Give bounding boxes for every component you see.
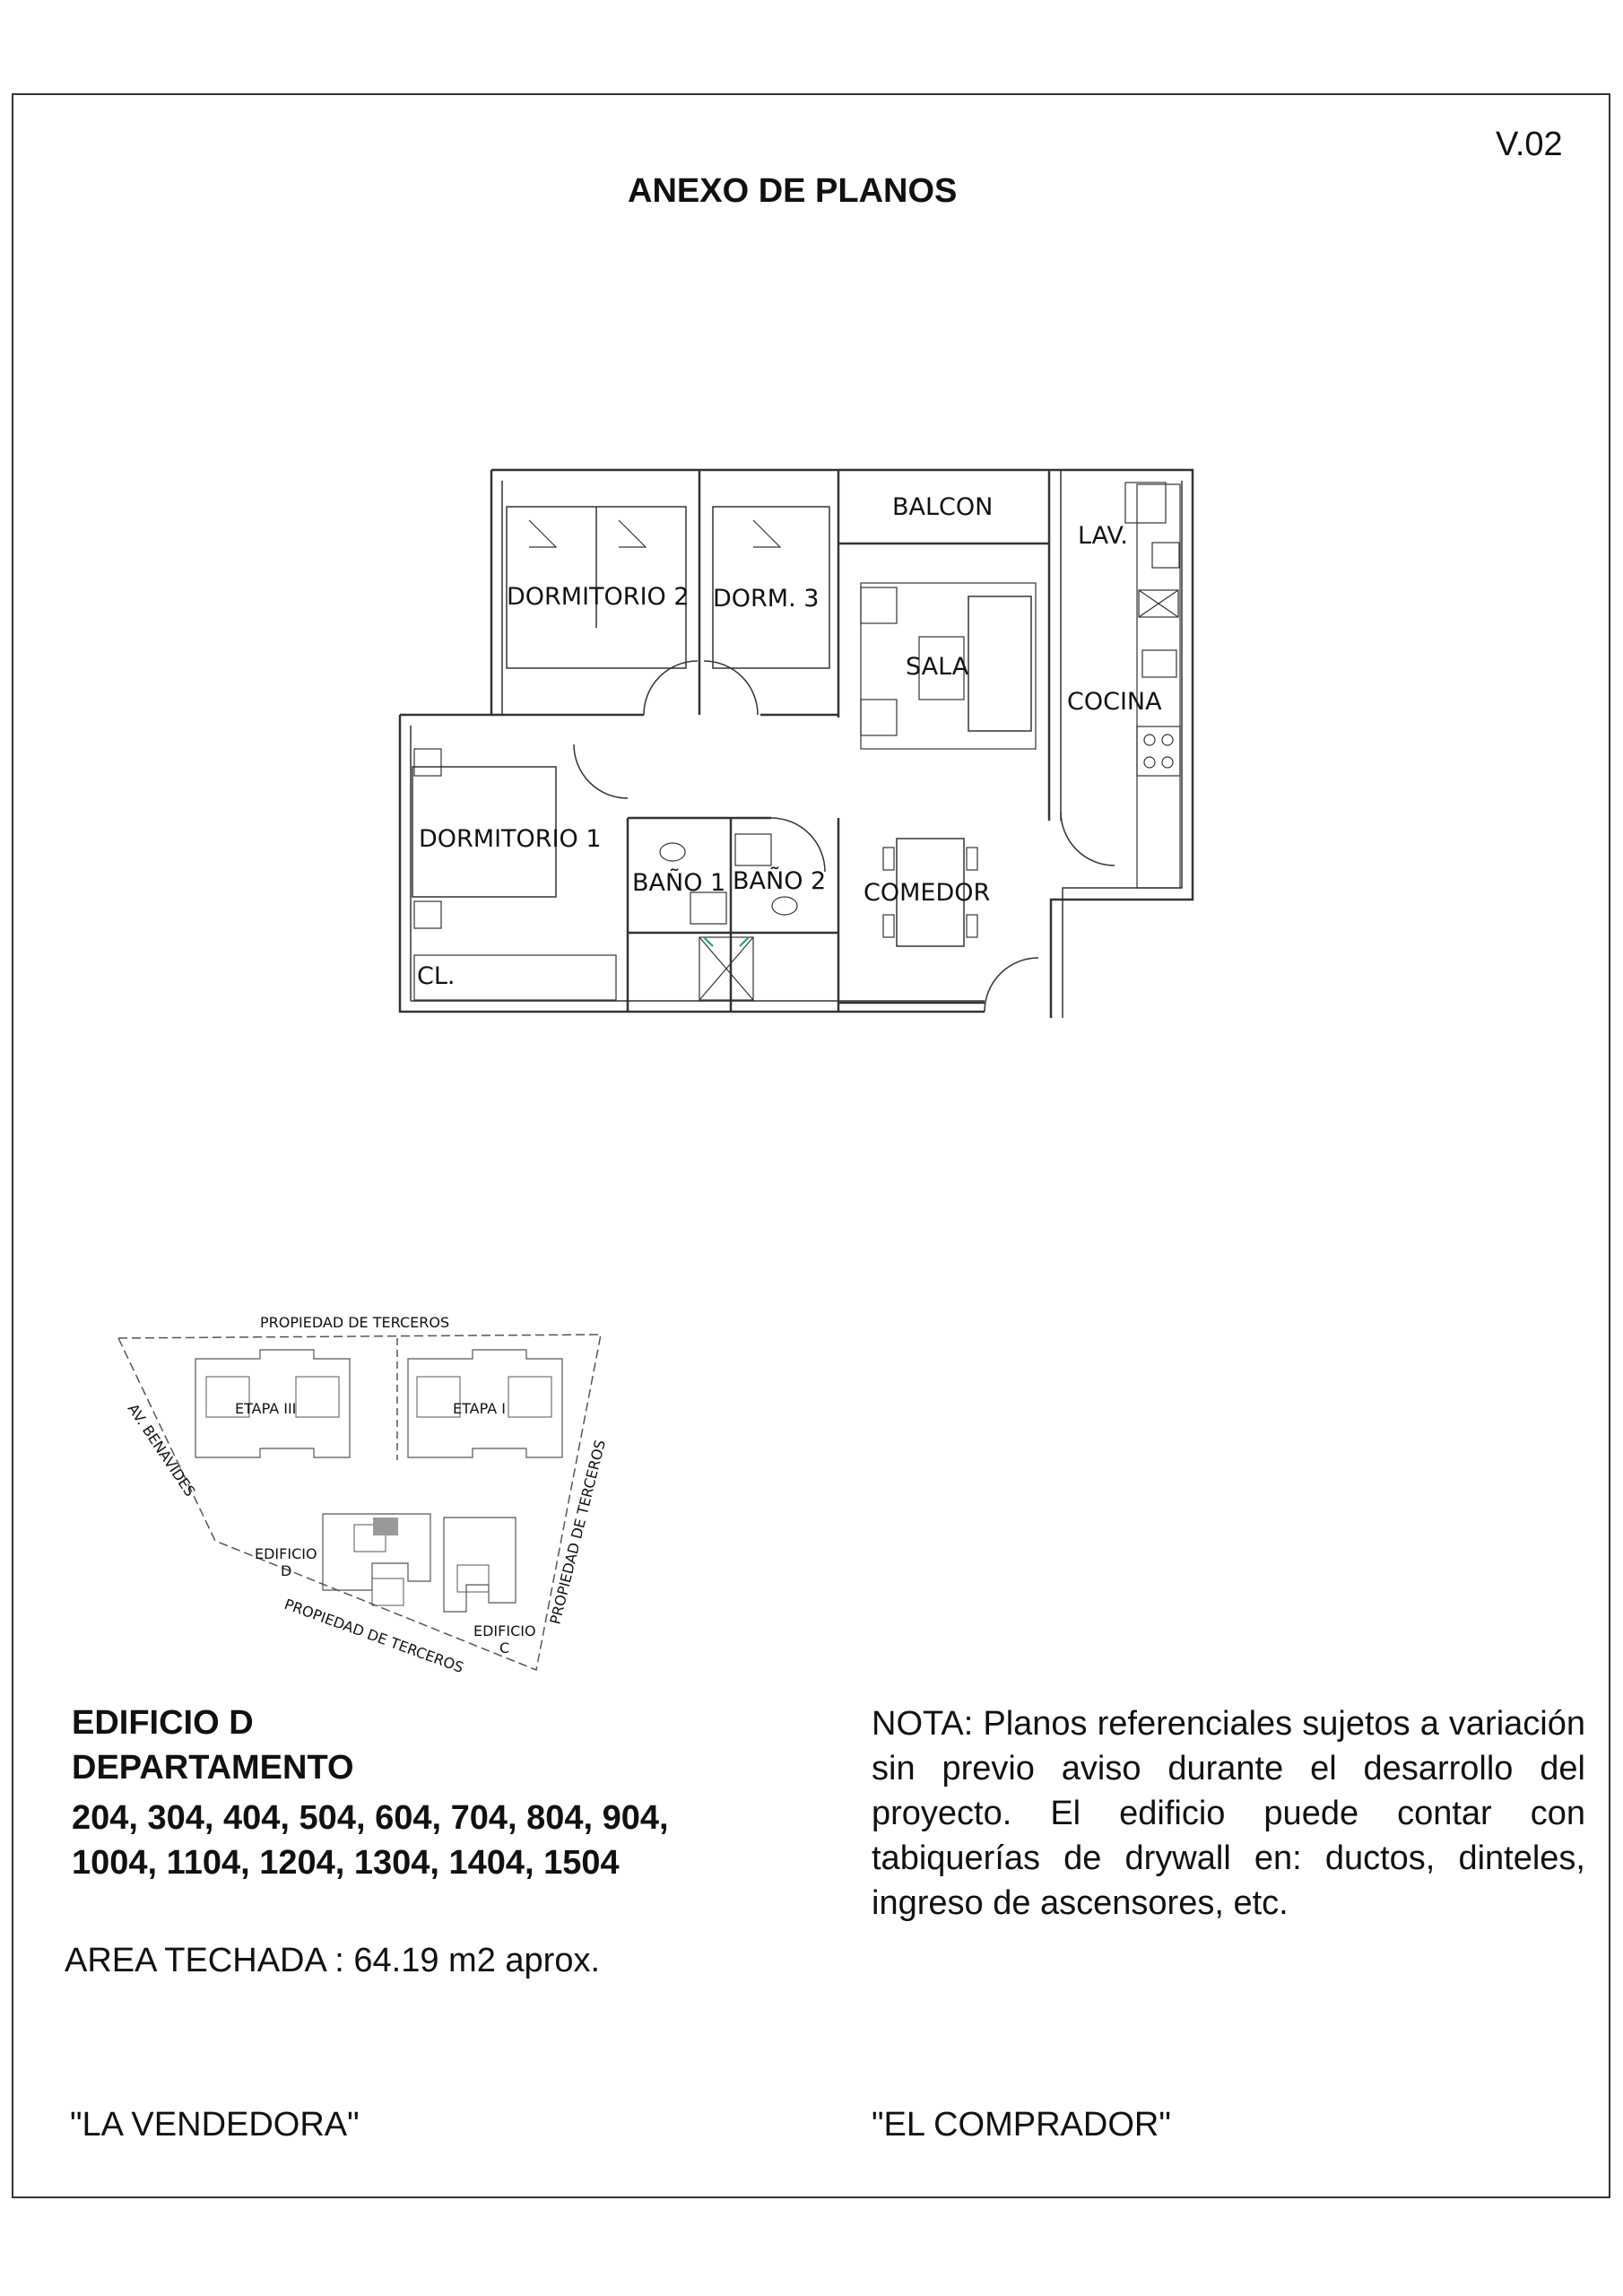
floor-plan [400,470,1193,1018]
buyer-signature-label: "EL COMPRADOR" [872,2106,1171,2144]
room-label-bano-2: BAÑO 2 [733,867,827,895]
room-label-bano-1: BAÑO 1 [632,869,726,897]
site-label-etapa-3: ETAPA III [235,1400,297,1417]
site-boundary [118,1335,601,1670]
room-label-cl: CL. [417,962,456,990]
unit-type-label: DEPARTAMENTO [72,1749,354,1787]
site-label-right: PROPIEDAD DE TERCEROS [546,1438,609,1626]
site-label-av: AV. BENAVIDES [124,1400,199,1500]
note-paragraph: NOTA: Planos referenciales sujetos a variación sin previo aviso durante el desarrollo del proyecto. El edificio puede contar con tabiquerías de drywall en: ductos, dinteles, ingreso de ascensores, etc. [872,1705,1585,1922]
site-highlight [373,1518,398,1535]
site-label-edificio-d-1: EDIFICIO [255,1545,317,1562]
room-label-dorm-3: DORM. 3 [713,585,820,613]
room-label-lav: LAV. [1078,522,1128,550]
site-label-bottom: PROPIEDAD DE TERCEROS [282,1595,466,1676]
room-label-balcon: BALCON [892,493,994,521]
page-title: ANEXO DE PLANOS [628,172,958,210]
site-label-edificio-d-2: D [281,1562,292,1579]
seller-signature-label: "LA VENDEDORA" [70,2106,360,2144]
area-label: AREA TECHADA : 64.19 m2 aprox. [65,1942,601,1979]
room-label-dormitorio-2: DORMITORIO 2 [507,583,690,611]
site-label-top: PROPIEDAD DE TERCEROS [260,1314,450,1331]
site-label-edificio-c-1: EDIFICIO [473,1622,536,1639]
site-label-etapa-1: ETAPA I [453,1400,506,1417]
room-label-sala: SALA [906,653,969,681]
version-label: V.02 [1496,126,1563,163]
site-label-edificio-c-2: C [499,1639,510,1657]
room-label-dormitorio-1: DORMITORIO 1 [419,825,602,853]
site-plan [118,1335,601,1670]
room-label-comedor: COMEDOR [864,879,991,907]
building-label: EDIFICIO D [72,1704,254,1742]
room-label-cocina: COCINA [1067,688,1162,716]
unit-numbers: 204, 304, 404, 504, 604, 704, 804, 904, 1004, 1104, 1204, 1304, 1404, 1504 [72,1799,669,1882]
